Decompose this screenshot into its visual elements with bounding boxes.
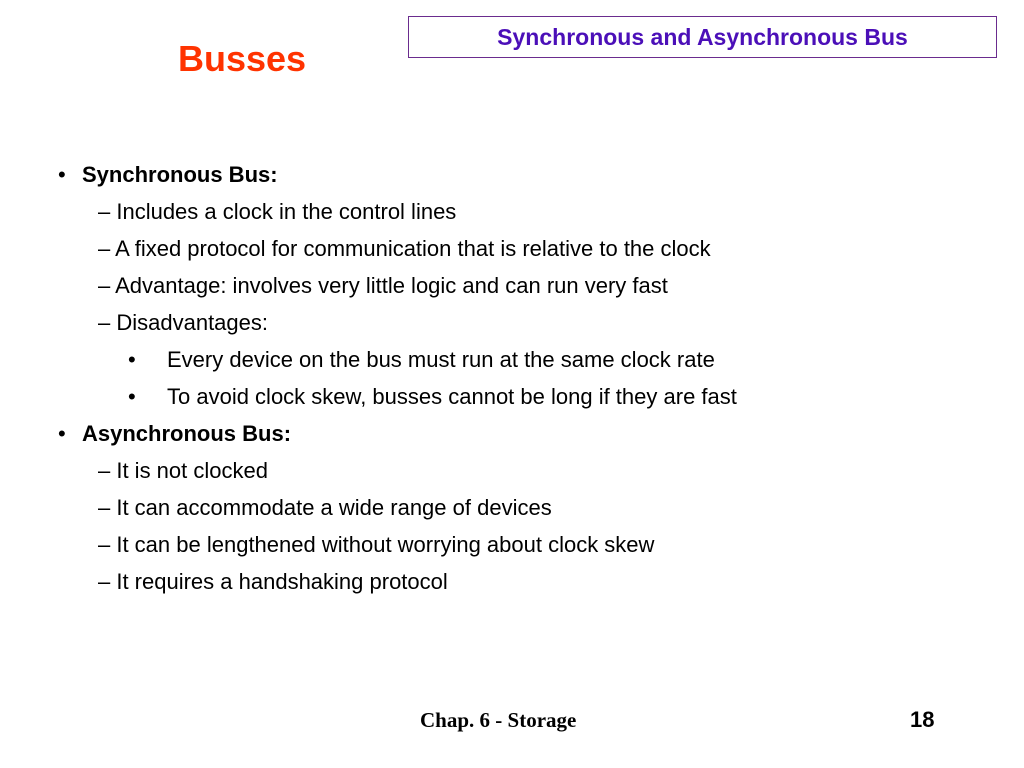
async-bus-heading: Asynchronous Bus: [82,421,292,446]
bullet: • [128,347,136,372]
list-item: – Advantage: involves very little logic and can run very fast [98,273,668,298]
slide-content [58,156,998,600]
bullet: • [58,421,66,446]
list-item: – Disadvantages: [98,310,268,335]
page-number: 18 [910,707,935,732]
slide-title: Busses [178,38,307,79]
list-item: – A fixed protocol for communication that is relative to the clock [98,236,711,261]
sub-list-item-text: Every device on the bus must run at the same clock rate [167,347,715,372]
sync-bus-heading-row [58,156,998,193]
list-item: – Includes a clock in the control lines [98,199,457,224]
sync-bus-heading: Synchronous Bus: [82,162,278,187]
list-item: – It can be lengthened without worrying about clock skew [98,532,655,557]
header-box [408,16,997,58]
sub-list-item-text: To avoid clock skew, busses cannot be long if they are fast [167,384,737,409]
list-item: – It requires a handshaking protocol [98,569,448,594]
header-box-text: Synchronous and Asynchronous Bus [497,23,908,50]
sub-list-item [58,341,998,378]
footer-chapter: Chap. 6 - Storage [420,708,577,732]
bullet: • [58,162,66,187]
sub-list-item [58,378,998,415]
bullet: • [128,384,136,409]
async-bus-heading-row [58,415,998,452]
list-item: – It is not clocked [98,458,268,483]
list-item: – It can accommodate a wide range of devices [98,495,552,520]
